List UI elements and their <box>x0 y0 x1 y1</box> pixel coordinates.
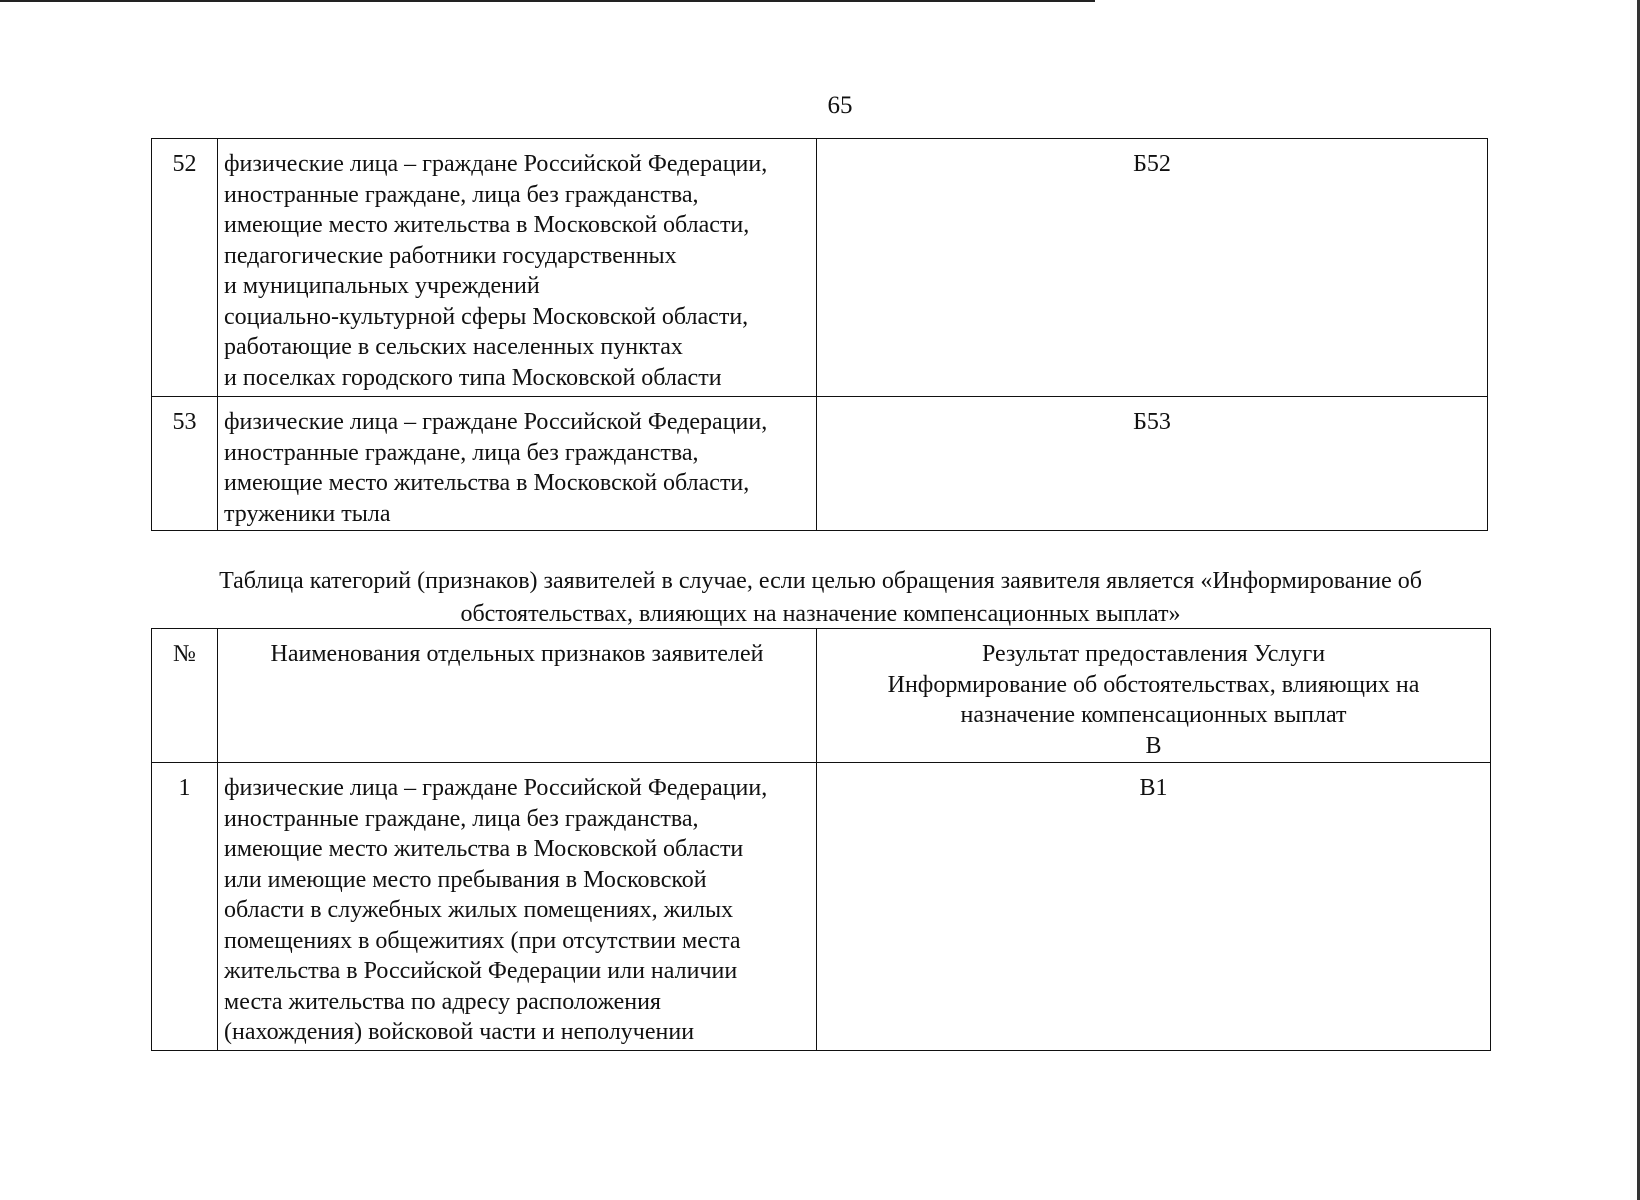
table-header-row <box>152 629 1491 763</box>
applicant-category-text: физические лица – граждане Российской Федерации, иностранные граждане, лица без гражданства, имеющие место жительства в Московской области, педагогические работники государственных и муниципальных учреждений социально-культурной сферы Московской области, работающие в сельских населенных пунктах и поселках городского типа Московской области <box>218 139 817 397</box>
column-header-name: Наименования отдельных признаков заявителей <box>218 629 817 763</box>
categories-table-informing <box>151 628 1491 1051</box>
scan-border-top <box>0 0 1095 2</box>
column-header-number: № <box>152 629 218 763</box>
result-code: Б52 <box>817 139 1488 397</box>
row-number: 53 <box>152 397 218 531</box>
table-row <box>152 397 1488 531</box>
table-caption: Таблица категорий (признаков) заявителей в случае, если целью обращения заявителя является «Информирование об обстоятельствах, влияющих на назначение компенсационных выплат» <box>219 568 1422 627</box>
table-row <box>152 763 1491 1051</box>
column-header-result: Результат предоставления Услуги Информирование об обстоятельствах, влияющих на назначение компенсационных выплат В <box>817 629 1491 763</box>
row-number: 52 <box>152 139 218 397</box>
result-code: В1 <box>817 763 1491 1051</box>
table-row <box>152 139 1488 397</box>
result-code: Б53 <box>817 397 1488 531</box>
row-number: 1 <box>152 763 218 1051</box>
categories-table-continued <box>151 138 1488 531</box>
page-number: 65 <box>827 92 853 119</box>
applicant-category-text: физические лица – граждане Российской Федерации, иностранные граждане, лица без гражданства, имеющие место жительства в Московской области, труженики тыла <box>218 397 817 531</box>
applicant-category-text: физические лица – граждане Российской Федерации, иностранные граждане, лица без гражданства, имеющие место жительства в Московской области или имеющие место пребывания в Московской области в служебных жилых помещениях, жилых помещениях в общежитиях (при отсутствии места жительства в Российской Федерации или наличии места жительства по адресу расположения (нахождения) войсковой части и неполучении <box>218 763 817 1051</box>
